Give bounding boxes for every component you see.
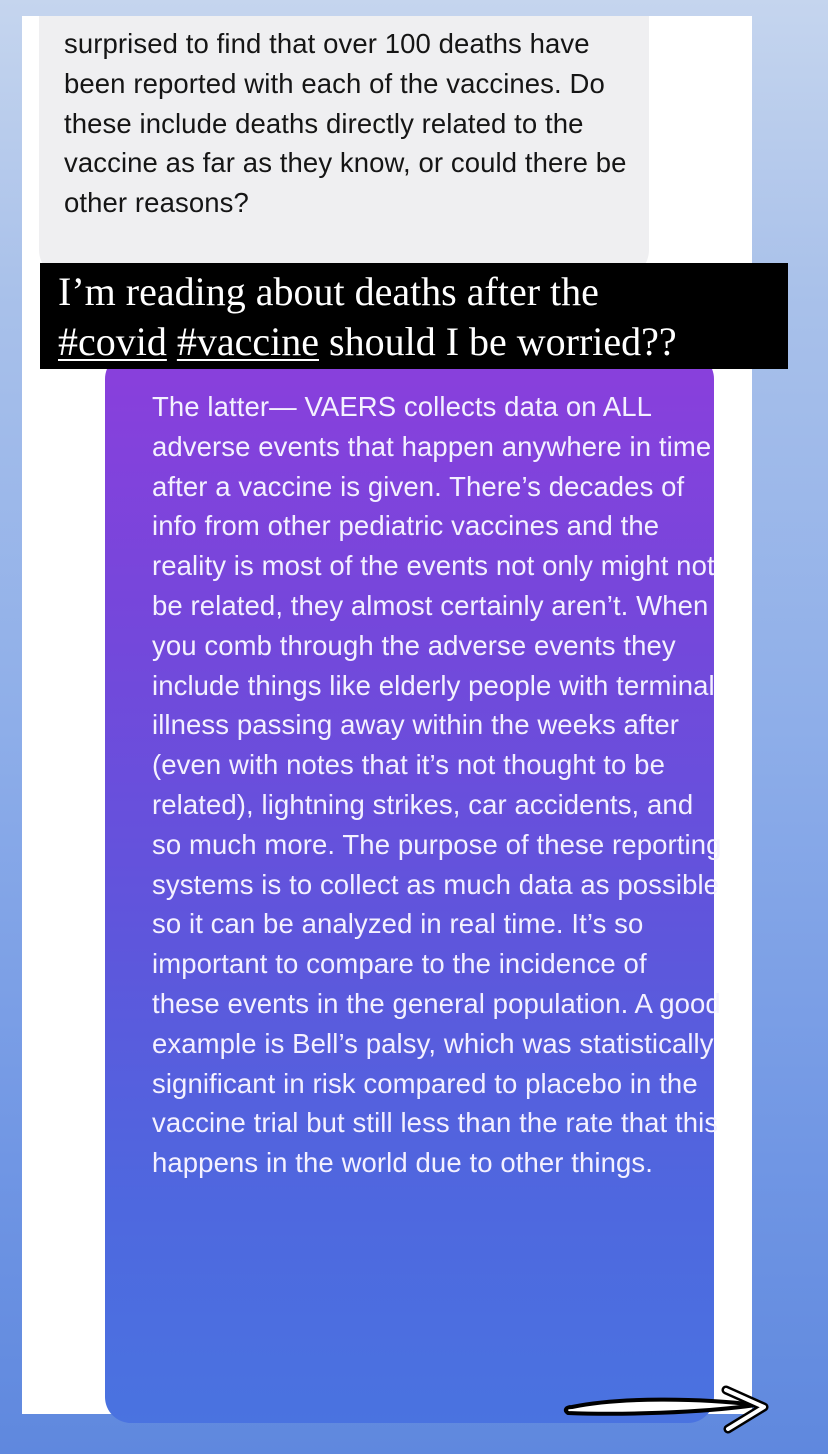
hashtag-vaccine[interactable]: #vaccine <box>176 319 320 364</box>
sent-message-text: The latter— VAERS collects data on ALL adverse events that happen anywhere in time after a vaccine is given. There’s decades of info from other pediatric vaccines and the reality is most of the events not only might not be related, they almost certainly aren’t. When you comb through the adverse events they include things like elderly people with terminal illness passing away within the weeks after (even with notes that it’s not thought to be related), lightning strikes, car accidents, and so much more. The purpose of these reporting systems is to collect as much data as possible so it can be analyzed in real time. It’s so important to compare to the incidence of these events in the general population. A good example is Bell’s palsy, which was statistically significant in risk compared to placebo in the vaccine trial but still less than the rate that this happens in the world due to other things. <box>152 391 722 1179</box>
caption-line-2-text: should I be worried?? <box>329 319 677 364</box>
caption-line-2 <box>40 317 788 367</box>
received-message-text: surprised to find that over 100 deaths have been reported with each of the vaccines. Do these include deaths directly related to the vaccine as far as they know, or could there be other reasons? <box>64 28 627 219</box>
story-caption <box>40 263 788 369</box>
right-arrow-icon[interactable] <box>560 1385 775 1435</box>
scroll-indicator <box>739 1032 744 1264</box>
caption-line-1: I’m reading about deaths after the <box>58 269 599 314</box>
hashtag-covid[interactable]: #covid <box>58 319 167 364</box>
